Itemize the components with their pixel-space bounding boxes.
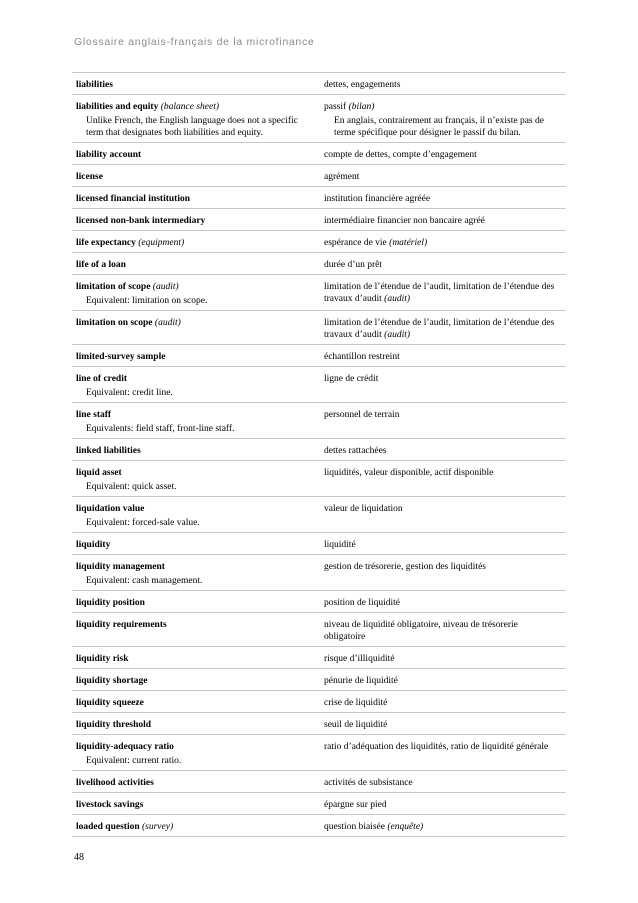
english-term: limitation of scope (76, 282, 151, 292)
french-cell (318, 345, 566, 366)
french-cell (318, 231, 566, 252)
english-cell (72, 253, 318, 274)
english-term: liquid asset (76, 468, 122, 478)
french-cell (318, 403, 566, 438)
glossary-row (72, 691, 566, 713)
french-cell (318, 187, 566, 208)
french-cell (318, 367, 566, 402)
glossary-row (72, 367, 566, 403)
glossary-row (72, 231, 566, 253)
english-note: Equivalent: current ratio. (86, 756, 182, 766)
english-cell (72, 691, 318, 712)
french-term: institution financière agréée (324, 194, 431, 204)
english-term: liquidity risk (76, 654, 129, 664)
french-term: niveau de liquidité obligatoire, niveau de trésorerie obligatoire (324, 620, 518, 642)
glossary-row (72, 165, 566, 187)
french-term: crise de liquidité (324, 698, 388, 708)
french-term: ligne de crédit (324, 374, 379, 384)
french-context: (bilan) (348, 102, 375, 112)
english-term: liquidity requirements (76, 620, 167, 630)
running-head: Glossaire anglais-français de la microfinance (74, 36, 315, 48)
french-term: épargne sur pied (324, 800, 387, 810)
french-cell (318, 735, 566, 770)
french-term: espérance de vie (324, 238, 387, 248)
english-term: liquidity threshold (76, 720, 152, 730)
glossary-row (72, 143, 566, 165)
glossary-row (72, 497, 566, 533)
french-cell (318, 439, 566, 460)
glossary-row (72, 345, 566, 367)
glossary-row (72, 771, 566, 793)
french-term: position de liquidité (324, 598, 400, 608)
french-term: durée d’un prêt (324, 260, 383, 270)
glossary-row (72, 647, 566, 669)
glossary-row (72, 533, 566, 555)
glossary-row (72, 793, 566, 815)
french-cell (318, 253, 566, 274)
english-context: (survey) (142, 822, 174, 832)
glossary-row (72, 613, 566, 647)
french-cell (318, 669, 566, 690)
french-term: agrément (324, 172, 360, 182)
english-term: licensed financial institution (76, 194, 191, 204)
english-note: Unlike French, the English language does not a specific term that designates both liabilities and equity. (86, 116, 298, 138)
english-context: (balance sheet) (160, 102, 220, 112)
french-term: intermédiaire financier non bancaire agréé (324, 216, 485, 226)
glossary-row (72, 95, 566, 143)
glossary-row (72, 253, 566, 275)
glossary-row (72, 815, 566, 837)
english-cell (72, 497, 318, 532)
french-context: (audit) (384, 294, 411, 304)
english-cell (72, 735, 318, 770)
english-cell (72, 209, 318, 230)
french-context: (enquête) (387, 822, 424, 832)
english-cell (72, 647, 318, 668)
french-term: liquidité (324, 540, 356, 550)
english-cell (72, 345, 318, 366)
english-cell (72, 143, 318, 164)
english-term: life of a loan (76, 260, 126, 270)
glossary-row (72, 403, 566, 439)
french-term: limitation de l’étendue de l’audit, limitation de l’étendue des travaux d’audit (324, 318, 555, 340)
english-cell (72, 165, 318, 186)
english-cell (72, 669, 318, 690)
english-cell (72, 555, 318, 590)
english-cell (72, 461, 318, 496)
english-term: liabilities (76, 80, 113, 90)
french-term: seuil de liquidité (324, 720, 388, 730)
english-cell (72, 613, 318, 646)
french-term: liquidités, valeur disponible, actif disponible (324, 468, 494, 478)
english-term: linked liabilities (76, 446, 141, 456)
french-context: (matériel) (389, 238, 428, 248)
english-term: liquidity management (76, 562, 165, 572)
french-term: dettes rattachées (324, 446, 387, 456)
english-term: liability account (76, 150, 142, 160)
english-cell (72, 591, 318, 612)
english-cell (72, 187, 318, 208)
french-cell (318, 73, 566, 94)
english-note: Equivalent: credit line. (86, 388, 173, 398)
english-term: liquidity squeeze (76, 698, 144, 708)
glossary-row (72, 209, 566, 231)
english-context: (audit) (154, 318, 181, 328)
french-cell (318, 497, 566, 532)
english-note: Equivalent: cash management. (86, 576, 203, 586)
english-term: life expectancy (76, 238, 136, 248)
glossary-row (72, 311, 566, 345)
english-cell (72, 231, 318, 252)
french-cell (318, 647, 566, 668)
english-cell (72, 771, 318, 792)
french-term: valeur de liquidation (324, 504, 403, 514)
glossary-table (72, 72, 566, 837)
french-term: échantillon restreint (324, 352, 400, 362)
french-term: gestion de trésorerie, gestion des liquidités (324, 562, 486, 572)
glossary-row (72, 591, 566, 613)
english-term: liquidity shortage (76, 676, 148, 686)
english-cell (72, 793, 318, 814)
french-note: En anglais, contrairement au français, il n’existe pas de terme spécifique pour désigner le passif du bilan. (334, 116, 544, 138)
english-context: (audit) (152, 282, 179, 292)
english-context: (equipment) (138, 238, 185, 248)
english-term: limitation on scope (76, 318, 153, 328)
french-cell (318, 165, 566, 186)
english-cell (72, 95, 318, 142)
french-cell (318, 95, 566, 142)
english-term: livelihood activities (76, 778, 154, 788)
french-term: personnel de terrain (324, 410, 400, 420)
english-term: limited-survey sample (76, 352, 166, 362)
glossary-row (72, 275, 566, 311)
english-term: line of credit (76, 374, 128, 384)
french-term: compte de dettes, compte d’engagement (324, 150, 477, 160)
english-cell (72, 533, 318, 554)
glossary-row (72, 669, 566, 691)
french-term: pénurie de liquidité (324, 676, 398, 686)
french-cell (318, 209, 566, 230)
english-term: liabilities and equity (76, 102, 159, 112)
english-note: Equivalents: field staff, front-line staff. (86, 424, 235, 434)
english-note: Equivalent: forced-sale value. (86, 518, 200, 528)
french-term: passif (324, 102, 347, 112)
french-term: dettes, engagements (324, 80, 401, 90)
english-cell (72, 311, 318, 344)
page-number: 48 (74, 852, 84, 863)
glossary-row (72, 461, 566, 497)
english-cell (72, 815, 318, 836)
french-cell (318, 815, 566, 836)
english-term: liquidation value (76, 504, 145, 514)
french-cell (318, 533, 566, 554)
french-cell (318, 793, 566, 814)
french-cell (318, 461, 566, 496)
glossary-row (72, 73, 566, 95)
english-term: loaded question (76, 822, 140, 832)
french-context: (audit) (384, 330, 411, 340)
english-cell (72, 367, 318, 402)
english-term: line staff (76, 410, 112, 420)
french-cell (318, 613, 566, 646)
english-note: Equivalent: limitation on scope. (86, 296, 208, 306)
french-cell (318, 713, 566, 734)
french-term: activités de subsistance (324, 778, 413, 788)
french-term: limitation de l’étendue de l’audit, limitation de l’étendue des travaux d’audit (324, 282, 555, 304)
french-cell (318, 591, 566, 612)
french-cell (318, 311, 566, 344)
glossary-row (72, 713, 566, 735)
english-cell (72, 439, 318, 460)
english-term: livestock savings (76, 800, 144, 810)
french-cell (318, 691, 566, 712)
french-cell (318, 143, 566, 164)
english-term: liquidity position (76, 598, 145, 608)
french-term: ratio d’adéquation des liquidités, ratio de liquidité générale (324, 742, 549, 752)
glossary-row (72, 187, 566, 209)
glossary-row (72, 439, 566, 461)
english-term: liquidity-adequacy ratio (76, 742, 174, 752)
french-term: question biaisée (324, 822, 385, 832)
glossary-row (72, 735, 566, 771)
english-note: Equivalent: quick asset. (86, 482, 177, 492)
english-cell (72, 275, 318, 310)
english-term: license (76, 172, 103, 182)
english-cell (72, 73, 318, 94)
french-cell (318, 275, 566, 310)
english-cell (72, 713, 318, 734)
french-cell (318, 555, 566, 590)
french-cell (318, 771, 566, 792)
english-term: licensed non-bank intermediary (76, 216, 206, 226)
french-term: risque d’illiquidité (324, 654, 395, 664)
english-term: liquidity (76, 540, 111, 550)
english-cell (72, 403, 318, 438)
glossary-row (72, 555, 566, 591)
